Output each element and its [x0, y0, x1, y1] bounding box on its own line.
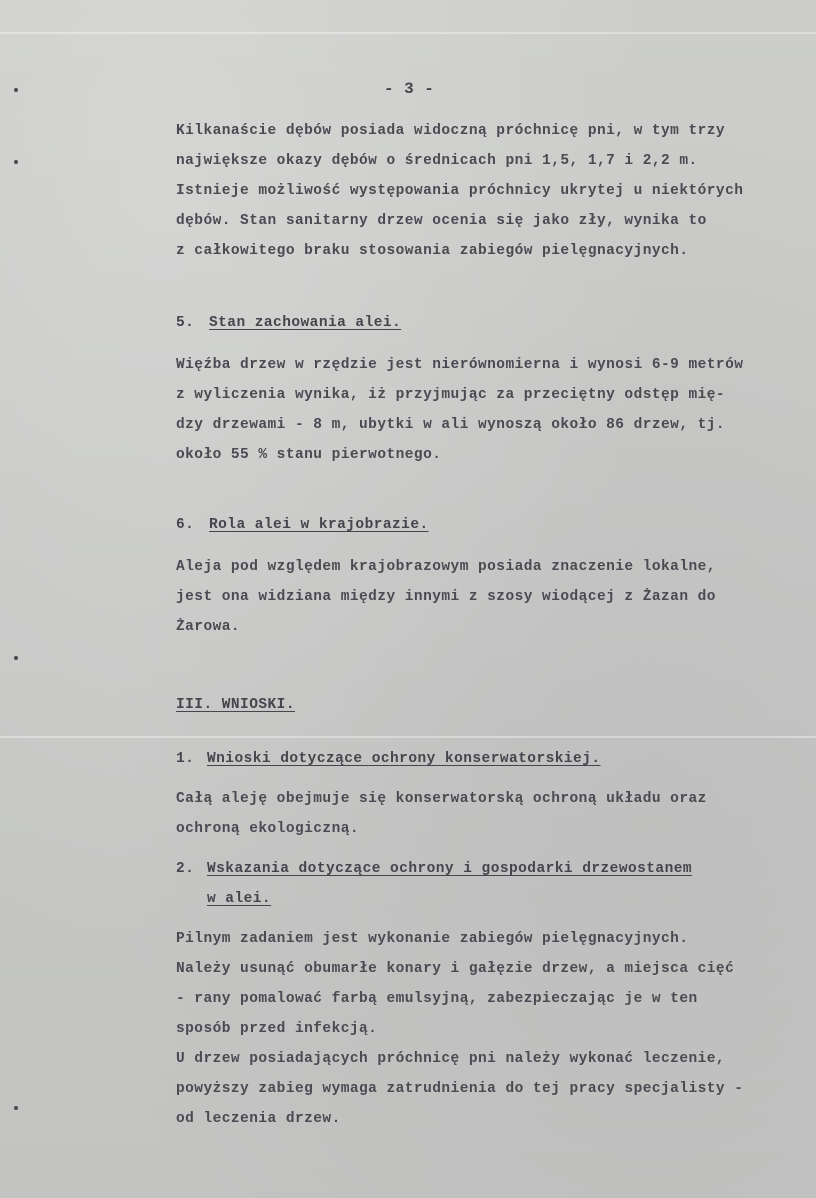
text-line: jest ona widziana między innymi z szosy wiodącej z Żazan do — [176, 589, 716, 605]
punch-mark — [14, 656, 18, 660]
text-line: z całkowitego braku stosowania zabiegów pielęgnacyjnych. — [176, 243, 689, 259]
section-heading: Wskazania dotyczące ochrony i gospodarki drzewostanem — [207, 861, 693, 877]
text-line: Więźba drzew w rzędzie jest nierównomierna i wynosi 6-9 metrów — [176, 357, 744, 373]
paper-fold — [0, 32, 816, 34]
section-heading: w alei. — [207, 891, 272, 907]
chapter-heading: III. WNIOSKI. — [176, 697, 295, 713]
section-number: 6. — [176, 517, 195, 533]
text-line: powyższy zabieg wymaga zatrudnienia do tej pracy specjalisty - — [176, 1081, 744, 1097]
text-line: Istnieje możliwość występowania próchnicy ukrytej u niektórych — [176, 183, 744, 199]
text-line: - rany pomalować farbą emulsyjną, zabezpieczając je w ten — [176, 991, 698, 1007]
text-line: Należy usunąć obumarłe konary i gałęzie drzew, a miejsca cięć — [176, 961, 735, 977]
text-line: dębów. Stan sanitarny drzew ocenia się jako zły, wynika to — [176, 213, 707, 229]
punch-mark — [14, 160, 18, 164]
text-line: Kilkanaście dębów posiada widoczną próchnicę pni, w tym trzy — [176, 123, 726, 139]
text-line: Żarowa. — [176, 619, 241, 635]
text-line: z wyliczenia wynika, iż przyjmując za przeciętny odstęp mię- — [176, 387, 726, 403]
section-number: 1. — [176, 751, 195, 767]
text-line: ochroną ekologiczną. — [176, 821, 360, 837]
section-number: 2. — [176, 861, 195, 877]
text-line: największe okazy dębów o średnicach pni 1,5, 1,7 i 2,2 m. — [176, 153, 698, 169]
paper-fold — [0, 736, 816, 738]
text-line: dzy drzewami - 8 m, ubytki w ali wynoszą około 86 drzew, tj. — [176, 417, 726, 433]
text-line: Aleja pod względem krajobrazowym posiada znaczenie lokalne, — [176, 559, 716, 575]
section-heading: Wnioski dotyczące ochrony konserwatorskiej. — [207, 751, 601, 767]
section-heading: Stan zachowania alei. — [209, 315, 402, 331]
text-line: sposób przed infekcją. — [176, 1021, 378, 1037]
punch-mark — [14, 1106, 18, 1110]
text-line: około 55 % stanu pierwotnego. — [176, 447, 442, 463]
text-line: Pilnym zadaniem jest wykonanie zabiegów pielęgnacyjnych. — [176, 931, 689, 947]
section-number: 5. — [176, 315, 195, 331]
text-line: Całą aleję obejmuje się konserwatorską ochroną układu oraz — [176, 791, 707, 807]
punch-mark — [14, 88, 18, 92]
page-number: - 3 - — [384, 80, 435, 98]
section-heading: Rola alei w krajobrazie. — [209, 517, 429, 533]
text-line: od leczenia drzew. — [176, 1111, 341, 1127]
text-line: U drzew posiadających próchnicę pni należy wykonać leczenie, — [176, 1051, 726, 1067]
